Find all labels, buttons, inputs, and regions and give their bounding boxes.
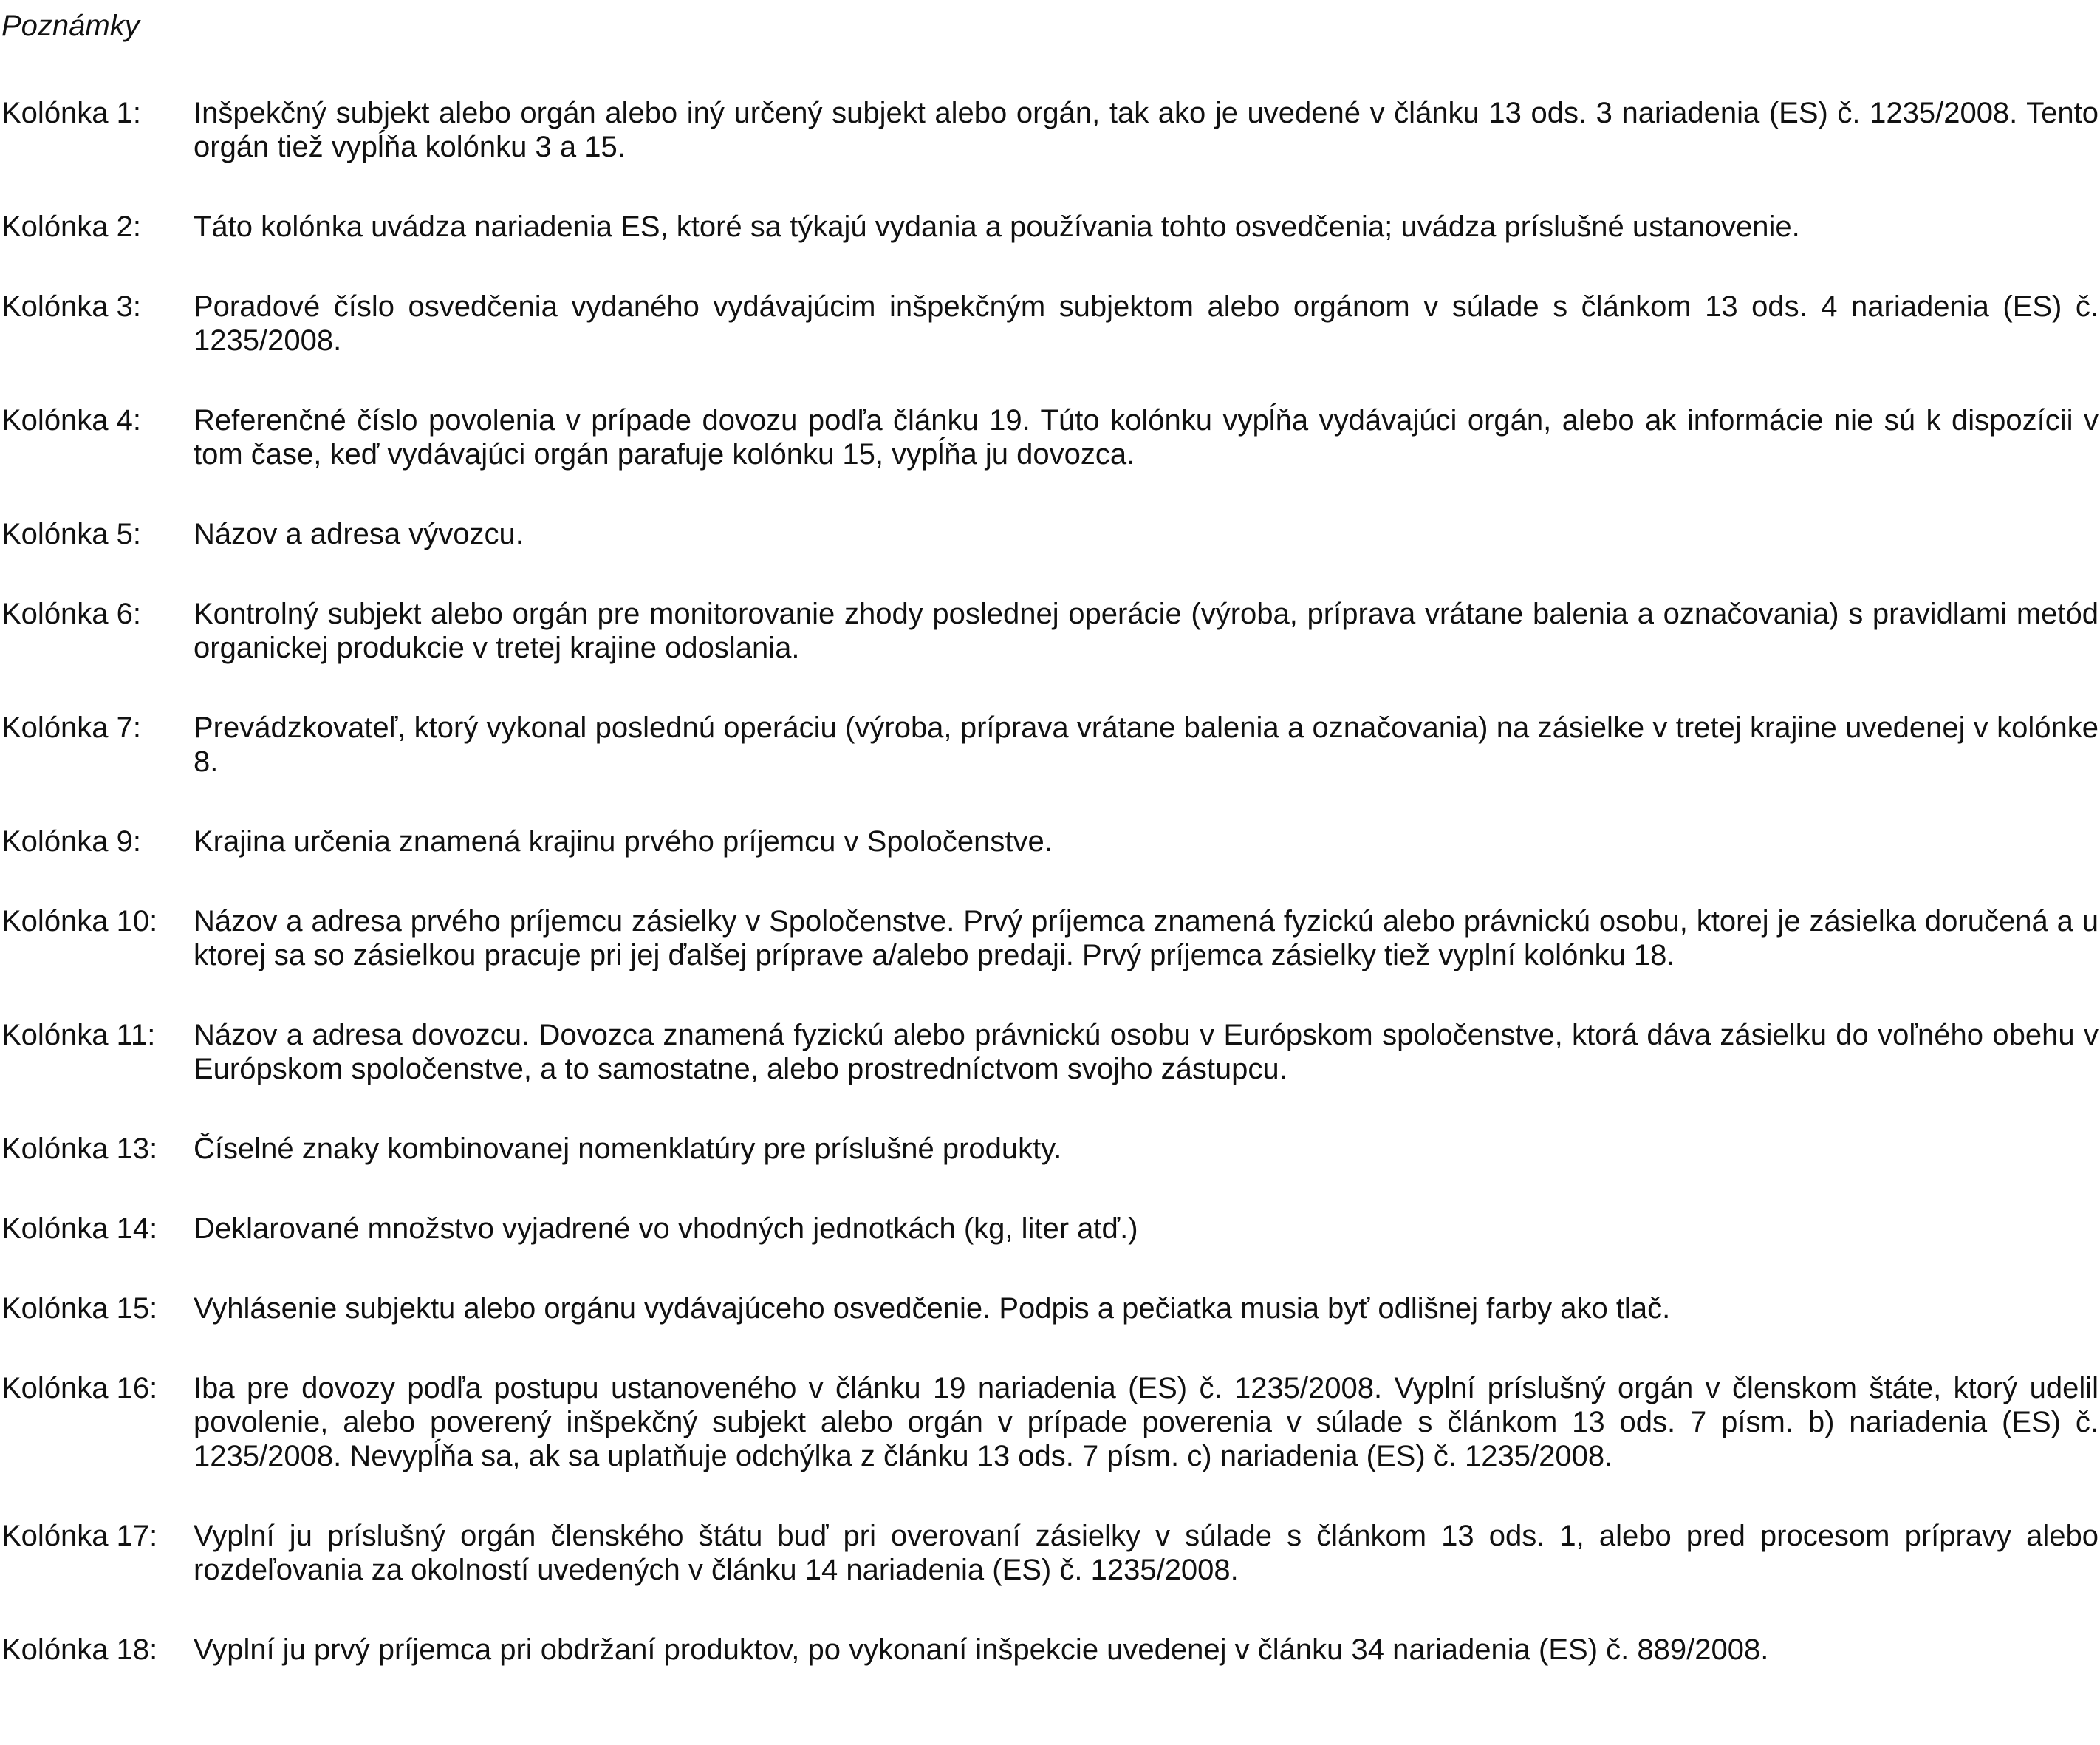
note-item	[0, 96, 2100, 164]
note-item	[0, 290, 2100, 358]
note-text: Iba pre dovozy podľa postupu ustanoveného v článku 19 nariadenia (ES) č. 1235/2008. Vyplní príslušný orgán v členskom štáte, ktorý udelil povolenie, alebo poverený inšpekčný subjekt alebo orgán v prípade poverenia v súlade s článkom 13 ods. 7 písm. b) nariadenia (ES) č. 1235/2008. Nevypĺňa sa, ak sa uplatňuje odchýlka z článku 13 ods. 7 písm. c) nariadenia (ES) č. 1235/2008.	[194, 1372, 2099, 1472]
note-text: Referenčné číslo povolenia v prípade dovozu podľa článku 19. Túto kolónku vypĺňa vydávajúci orgán, alebo ak informácie nie sú k dispozícii v tom čase, keď vydávajúci orgán parafuje kolónku 15, vypĺňa ju dovozca.	[194, 404, 2099, 471]
note-text: Vyhlásenie subjektu alebo orgánu vydávajúceho osvedčenie. Podpis a pečiatka musia byť odlišnej farby ako tlač.	[194, 1292, 1671, 1325]
note-item	[0, 1371, 2100, 1473]
note-label: Kolónka 6:	[1, 598, 142, 630]
note-label: Kolónka 1:	[1, 97, 142, 129]
note-label: Kolónka 4:	[1, 404, 142, 437]
note-text: Kontrolný subjekt alebo orgán pre monitorovanie zhody poslednej operácie (výroba, príprava vrátane balenia a označovania) s pravidlami metód organickej produkcie v tretej krajine odoslania.	[194, 598, 2099, 664]
note-text: Vyplní ju príslušný orgán členského štátu buď pri overovaní zásielky v súlade s článkom 13 ods. 1, alebo pred procesom prípravy alebo rozdeľovania za okolností uvedených v článku 14 nariadenia (ES) č. 1235/2008.	[194, 1520, 2099, 1586]
notes-heading: Poznámky	[1, 10, 140, 42]
note-item	[0, 1519, 2100, 1587]
note-label: Kolónka 15:	[1, 1292, 158, 1325]
note-text: Prevádzkovateľ, ktorý vykonal poslednú operáciu (výroba, príprava vrátane balenia a označovania) na zásielke v tretej krajine uvedenej v kolónke 8.	[194, 711, 2099, 778]
note-label: Kolónka 11:	[1, 1019, 156, 1051]
note-item	[0, 904, 2100, 972]
note-text: Názov a adresa prvého príjemcu zásielky v Spoločenstve. Prvý príjemca znamená fyzickú alebo právnickú osobu, ktorej je zásielka doručená a u ktorej sa so zásielkou pracuje pri jej ďalšej príprave a/alebo predaji. Prvý príjemca zásielky tiež vyplní kolónku 18.	[194, 905, 2099, 971]
note-item	[0, 711, 2100, 779]
note-text: Vyplní ju prvý príjemca pri obdržaní produktov, po vykonaní inšpekcie uvedenej v článku 34 nariadenia (ES) č. 889/2008.	[194, 1633, 1769, 1666]
note-text: Poradové číslo osvedčenia vydaného vydávajúcim inšpekčným subjektom alebo orgánom v súlade s článkom 13 ods. 4 nariadenia (ES) č. 1235/2008.	[194, 290, 2099, 357]
note-item	[0, 1291, 2100, 1325]
note-item	[0, 824, 2100, 858]
note-item	[0, 1633, 2100, 1667]
note-item	[0, 403, 2100, 471]
note-text: Názov a adresa vývozcu.	[194, 518, 524, 550]
note-label: Kolónka 9:	[1, 825, 142, 858]
note-label: Kolónka 2:	[1, 211, 142, 243]
note-item	[0, 597, 2100, 665]
note-text: Inšpekčný subjekt alebo orgán alebo iný určený subjekt alebo orgán, tak ako je uvedené v článku 13 ods. 3 nariadenia (ES) č. 1235/2008. Tento orgán tiež vypĺňa kolónku 3 a 15.	[194, 97, 2099, 163]
notes-list	[0, 96, 2100, 1667]
note-text: Táto kolónka uvádza nariadenia ES, ktoré sa týkajú vydania a používania tohto osvedčenia; uvádza príslušné ustanovenie.	[194, 211, 1800, 243]
note-item	[0, 1132, 2100, 1166]
note-label: Kolónka 18:	[1, 1633, 158, 1666]
note-label: Kolónka 14:	[1, 1212, 158, 1245]
note-label: Kolónka 10:	[1, 905, 158, 938]
note-label: Kolónka 3:	[1, 290, 142, 323]
note-item	[0, 210, 2100, 244]
note-item	[0, 1212, 2100, 1246]
note-text: Krajina určenia znamená krajinu prvého príjemcu v Spoločenstve.	[194, 825, 1053, 858]
note-text: Deklarované množstvo vyjadrené vo vhodných jednotkách (kg, liter atď.)	[194, 1212, 1138, 1245]
note-text: Názov a adresa dovozcu. Dovozca znamená fyzickú alebo právnickú osobu v Európskom spoločenstve, ktorá dáva zásielku do voľného obehu v Európskom spoločenstve, a to samostatne, alebo prostredníctvom svojho zástupcu.	[194, 1019, 2099, 1085]
note-label: Kolónka 5:	[1, 518, 142, 550]
note-text: Číselné znaky kombinovanej nomenklatúry pre príslušné produkty.	[194, 1133, 1062, 1165]
note-label: Kolónka 16:	[1, 1372, 158, 1404]
note-label: Kolónka 13:	[1, 1133, 158, 1165]
note-label: Kolónka 17:	[1, 1520, 158, 1552]
note-item	[0, 1018, 2100, 1086]
note-label: Kolónka 7:	[1, 711, 142, 744]
note-item	[0, 517, 2100, 551]
